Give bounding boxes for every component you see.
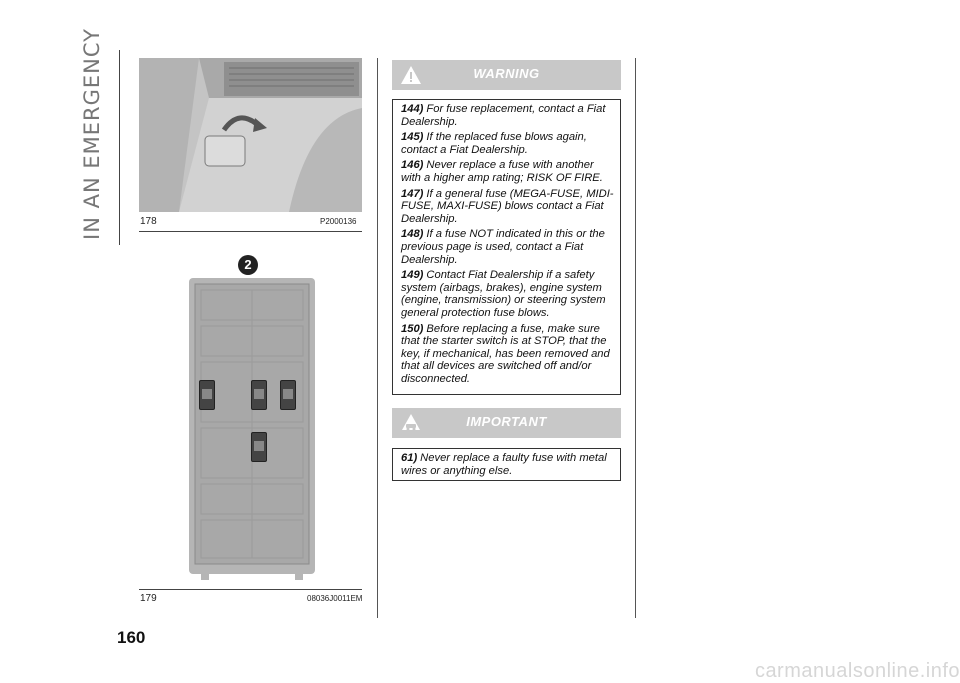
warning-item-148: 148) If a fuse NOT indicated in this or the previous page is used, contact a Fiat Dealership. xyxy=(401,228,605,266)
figure-178-code: P2000136 xyxy=(320,217,357,226)
warning-header xyxy=(392,60,621,90)
section-title: IN AN EMERGENCY xyxy=(80,28,104,240)
column-divider-right xyxy=(635,58,636,618)
fuse-f3 xyxy=(280,380,296,410)
warning-item-146: 146) Never replace a fuse with another with a higher amp rating; RISK OF FIRE. xyxy=(401,159,603,184)
figure-178-number: 178 xyxy=(140,216,157,227)
important-item-61: 61) Never replace a faulty fuse with metal wires or anything else. xyxy=(401,452,607,477)
warning-item-145: 145) If the replaced fuse blows again, contact a Fiat Dealership. xyxy=(401,131,587,156)
warning-item-147: 147) If a general fuse (MEGA-FUSE, MIDI-FUSE, MAXI-FUSE) blows contact a Fiat Dealership. xyxy=(401,187,614,225)
figure-179-rule xyxy=(139,589,362,590)
callout-badge: 2 xyxy=(238,255,258,275)
figure-179-number: 179 xyxy=(140,593,157,604)
important-heading: IMPORTANT xyxy=(466,414,547,429)
warning-box xyxy=(392,99,621,395)
important-header xyxy=(392,408,621,438)
page-number: 160 xyxy=(117,628,146,647)
figure-179-image xyxy=(189,270,315,580)
warning-heading: WARNING xyxy=(473,66,540,81)
fuse-f4 xyxy=(251,432,267,462)
fuse-f1 xyxy=(199,380,215,410)
watermark: carmanualsonline.info xyxy=(754,660,960,682)
important-box xyxy=(392,448,621,481)
figure-178-rule xyxy=(139,231,362,232)
column-divider-left xyxy=(377,58,378,618)
section-divider xyxy=(119,50,120,245)
warning-item-150: 150) Before replacing a fuse, make sure that the starter switch is at STOP, that the key, if mechanical, has been removed and that all devices are switched off and/or disconnected. xyxy=(401,322,610,385)
warning-item-144: 144) For fuse replacement, contact a Fiat Dealership. xyxy=(401,103,606,128)
figure-178-image xyxy=(139,58,362,212)
figure-179-code: 08036J0011EM xyxy=(307,594,363,603)
warning-item-149: 149) Contact Fiat Dealership if a safety system (airbags, brakes), engine system (engine, transmission) or steering system general protection fuse blows. xyxy=(401,269,606,319)
fuse-f2 xyxy=(251,380,267,410)
